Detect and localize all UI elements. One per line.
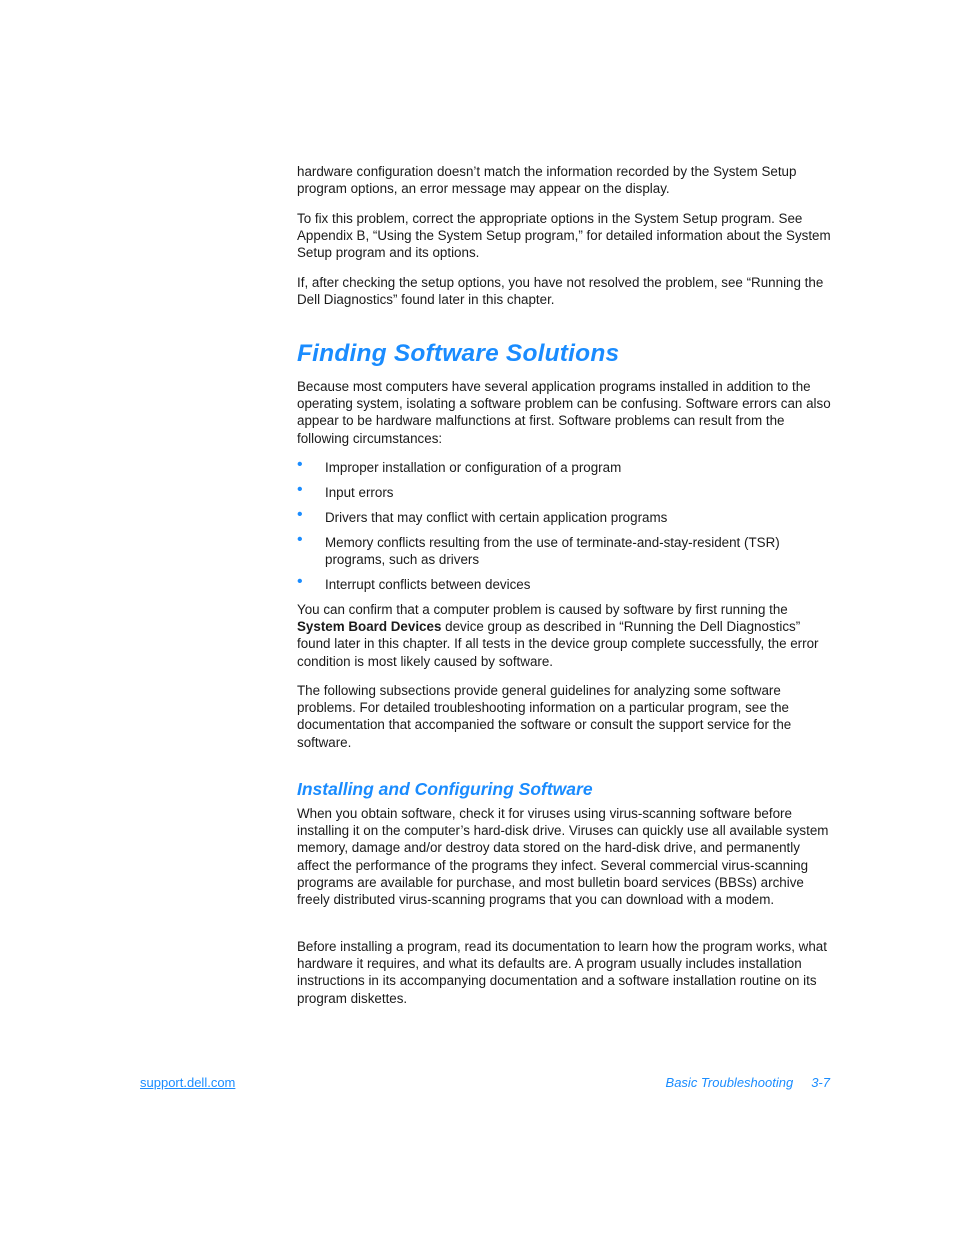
bullet-icon: • <box>297 506 303 523</box>
section-paragraph-3: The following subsections provide general guidelines for analyzing some software problems. For detailed troubleshooting information on a particular program, see the documentation that accompanied the software or consult the support service for the software. <box>297 683 792 750</box>
list-item <box>297 481 832 501</box>
section-heading: Finding Software Solutions <box>297 340 620 367</box>
subsection-heading: Installing and Configuring Software <box>297 779 593 799</box>
circumstances-list <box>297 456 832 601</box>
bullet-icon: • <box>297 573 303 591</box>
bullet-icon: • <box>297 481 303 498</box>
bullet-icon: • <box>297 531 303 548</box>
section-paragraph-1: Because most computers have several application programs installed in addition to the operating system, isolating a software problem can be confusing. Software errors can also appear to be hardware malfunctions at first. Software problems can result from the following circumstances: <box>297 379 831 446</box>
list-item <box>297 456 832 476</box>
intro-paragraph-2: To fix this problem, correct the appropriate options in the System Setup program. See Appendix B, “Using the System Setup program,” for detailed information about the System Setup program and its options. <box>297 211 831 261</box>
device-group-name: System Board Devices <box>297 619 442 635</box>
list-item <box>297 573 832 593</box>
list-item <box>297 506 832 526</box>
list-item-text: Improper installation or configuration of a program <box>325 460 622 475</box>
support-link[interactable]: support.dell.com <box>140 1075 236 1090</box>
section-paragraph-2 <box>297 601 832 670</box>
list-item-text: Memory conflicts resulting from the use of terminate-and-stay-resident (TSR) programs, such as drivers <box>325 535 780 568</box>
subsection-paragraph-2: Before installing a program, read its documentation to learn how the program works, what hardware it requires, and what its defaults are. A program usually includes installation instructions in its accompanying documentation and a software installation routine on its program diskettes. <box>297 939 827 1006</box>
list-item-text: Input errors <box>325 485 394 500</box>
page-number: 3-7 <box>811 1075 830 1090</box>
intro-paragraph-1: hardware configuration doesn’t match the information recorded by the System Setup program options, an error message may appear on the display. <box>297 164 797 197</box>
list-item-text: Interrupt conflicts between devices <box>325 577 531 593</box>
paragraph-text: You can confirm that a computer problem is caused by software by first running the <box>297 602 788 617</box>
list-item <box>297 531 832 568</box>
intro-paragraph-3: If, after checking the setup options, you have not resolved the problem, see “Running the Dell Diagnostics” found later in this chapter. <box>297 275 824 308</box>
paragraph-text: device group as described in “Running the Dell Diagnostics” found later in this chapter. If all tests in the device group complete successfully, the error condition is most likely caused by software. <box>297 619 819 669</box>
list-item-text: Drivers that may conflict with certain application programs <box>325 510 668 525</box>
chapter-title: Basic Troubleshooting <box>665 1075 794 1090</box>
subsection-paragraph-1: When you obtain software, check it for viruses using virus-scanning software before installing it on the computer’s hard-disk drive. Viruses can quickly use all available system memory, damage and/or destroy data stored on the hard-disk drive, and permanently affect the performance of the programs they infect. Several commercial virus-scanning programs are available for purchase, and most bulletin board services (BBSs) archive freely distributed virus-scanning programs that you can download with a modem. <box>297 806 829 908</box>
bullet-icon: • <box>297 456 303 473</box>
running-footer <box>666 1074 830 1091</box>
